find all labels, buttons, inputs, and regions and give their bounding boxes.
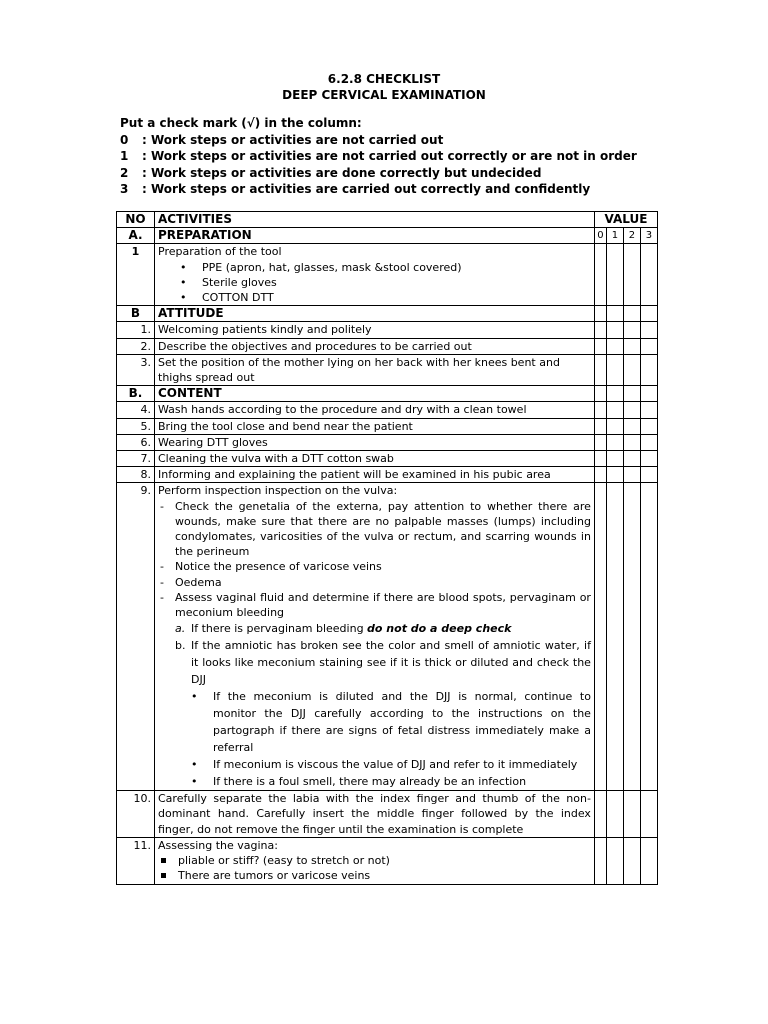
- value-col-0: 0: [594, 228, 606, 244]
- score-cell-3[interactable]: [640, 451, 657, 467]
- activity-text: Perform inspection inspection on the vulva:: [158, 484, 398, 498]
- section-label: CONTENT: [155, 386, 595, 402]
- row-no: 8.: [117, 467, 155, 483]
- score-cell-1[interactable]: [606, 322, 623, 338]
- section-no: A.: [117, 228, 155, 244]
- row-no: 10.: [117, 791, 155, 838]
- table-row: [117, 338, 658, 354]
- score-cell-3[interactable]: [640, 837, 657, 884]
- score-cell-3[interactable]: [640, 354, 657, 385]
- row-activity: Bring the tool close and bend near the patient: [155, 418, 595, 434]
- row-activity: Set the position of the mother lying on her back with her knees bent and thighs spread out: [155, 354, 595, 385]
- score-cell-3[interactable]: [640, 402, 657, 418]
- section-label: ATTITUDE: [155, 306, 595, 322]
- header-no: NO: [117, 212, 155, 228]
- scale-num: 3: [120, 182, 129, 196]
- table-row: [117, 467, 658, 483]
- table-row: [117, 402, 658, 418]
- section-label: PREPARATION: [155, 228, 595, 244]
- score-cell-2[interactable]: [623, 354, 640, 385]
- score-cell-2[interactable]: [623, 483, 640, 791]
- score-cell-3[interactable]: [640, 244, 657, 306]
- header-value: VALUE: [594, 212, 657, 228]
- instruction-text: Put a check mark (√) in the column:: [120, 116, 362, 130]
- score-cell-1[interactable]: [606, 837, 623, 884]
- sub-text: If there is pervaginam bleeding: [191, 622, 364, 636]
- table-row: [117, 434, 658, 450]
- list-item: • Sterile gloves: [202, 275, 591, 290]
- score-cell-3[interactable]: [640, 467, 657, 483]
- score-cell-0[interactable]: [594, 244, 606, 306]
- activity-text: Assessing the vagina:: [158, 838, 278, 852]
- score-cell-3[interactable]: [640, 338, 657, 354]
- value-col-2: 2: [623, 228, 640, 244]
- scale-row-1: [120, 148, 637, 165]
- table-row: [117, 322, 658, 338]
- score-cell-0[interactable]: [594, 451, 606, 467]
- score-cell-0[interactable]: [594, 434, 606, 450]
- score-cell-0[interactable]: [594, 483, 606, 791]
- table-row: [117, 837, 658, 884]
- row-activity: [155, 837, 595, 884]
- score-cell-2[interactable]: [623, 791, 640, 838]
- row-activity: Cleaning the vulva with a DTT cotton swab: [155, 451, 595, 467]
- doc-title-line2: DEEP CERVICAL EXAMINATION: [282, 88, 486, 102]
- section-no: B.: [117, 386, 155, 402]
- scoring-legend: [120, 115, 637, 198]
- table-row: [117, 451, 658, 467]
- score-cell-1[interactable]: [606, 451, 623, 467]
- row-no: 11.: [117, 837, 155, 884]
- bullet-item: • If meconium is viscous the value of DJJ and refer to it immediately: [158, 756, 591, 773]
- checklist-table: [116, 211, 658, 885]
- score-cell-0[interactable]: [594, 322, 606, 338]
- score-cell-2[interactable]: [623, 244, 640, 306]
- table-row: [117, 483, 658, 791]
- scale-text: : Work steps or activities are not carried out correctly or are not in order: [142, 149, 637, 163]
- section-preparation: [117, 228, 658, 244]
- score-cell-1[interactable]: [606, 418, 623, 434]
- score-cell-2[interactable]: [623, 338, 640, 354]
- row-activity: Carefully separate the labia with the index finger and thumb of the non-dominant hand. Carefully insert the middle finger followed by the index finger, do not remove the finger until the examination is complete: [155, 791, 595, 838]
- score-cell-3[interactable]: [640, 434, 657, 450]
- row-activity: Wearing DTT gloves: [155, 434, 595, 450]
- row-activity: Welcoming patients kindly and politely: [155, 322, 595, 338]
- score-cell-2[interactable]: [623, 434, 640, 450]
- score-cell-0[interactable]: [594, 467, 606, 483]
- row-no: 5.: [117, 418, 155, 434]
- score-cell-0[interactable]: [594, 418, 606, 434]
- table-row: [117, 244, 658, 306]
- row-activity: [155, 244, 595, 306]
- table-header-row: [117, 212, 658, 228]
- score-cell-1[interactable]: [606, 338, 623, 354]
- score-cell-3[interactable]: [640, 483, 657, 791]
- score-cell-2[interactable]: [623, 418, 640, 434]
- row-no: 1: [117, 244, 155, 306]
- scale-text: : Work steps or activities are carried out correctly and confidently: [142, 182, 591, 196]
- scale-num: 1: [120, 149, 129, 163]
- sub-emphasis: do not do a deep check: [367, 622, 512, 636]
- sub-label: a.: [175, 622, 186, 636]
- row-activity: Informing and explaining the patient will be examined in his pubic area: [155, 467, 595, 483]
- score-cell-1[interactable]: [606, 467, 623, 483]
- score-cell-1[interactable]: [606, 483, 623, 791]
- score-cell-3[interactable]: [640, 418, 657, 434]
- doc-title-line1: 6.2.8 CHECKLIST: [327, 72, 441, 86]
- row-activity: Describe the objectives and procedures to be carried out: [155, 338, 595, 354]
- score-cell-2[interactable]: [623, 467, 640, 483]
- score-cell-3[interactable]: [640, 322, 657, 338]
- scale-row-2: [120, 165, 637, 182]
- score-cell-1[interactable]: [606, 434, 623, 450]
- row-activity: Wash hands according to the procedure and dry with a clean towel: [155, 402, 595, 418]
- table-row: [117, 354, 658, 385]
- score-cell-0[interactable]: [594, 354, 606, 385]
- scale-num: 2: [120, 165, 129, 180]
- score-cell-2[interactable]: [623, 837, 640, 884]
- score-cell-0[interactable]: [594, 338, 606, 354]
- score-cell-3[interactable]: [640, 791, 657, 838]
- row-no: 6.: [117, 434, 155, 450]
- score-cell-2[interactable]: [623, 322, 640, 338]
- scale-text: : Work steps or activities are not carried out: [142, 132, 444, 147]
- scale-num: 0: [120, 132, 129, 147]
- list-item: • PPE (apron, hat, glasses, mask &stool covered): [202, 260, 591, 275]
- score-cell-0[interactable]: [594, 402, 606, 418]
- section-content: [117, 386, 658, 402]
- score-cell-1[interactable]: [606, 244, 623, 306]
- score-cell-1[interactable]: [606, 354, 623, 385]
- list-item: • COTTON DTT: [202, 290, 591, 305]
- score-cell-1[interactable]: [606, 791, 623, 838]
- section-attitude: [117, 306, 658, 322]
- row-no: 2.: [117, 338, 155, 354]
- row-no: 3.: [117, 354, 155, 385]
- table-row: [117, 418, 658, 434]
- list-item: pliable or stiff? (easy to stretch or not): [158, 853, 591, 868]
- header-activities: ACTIVITIES: [155, 212, 595, 228]
- bullet-item: • If there is a foul smell, there may already be an infection: [158, 773, 591, 790]
- scale-row-3: [120, 181, 637, 198]
- dash-item: - Notice the presence of varicose veins: [158, 559, 591, 574]
- sub-label: b.: [175, 639, 186, 653]
- scale-text: : Work steps or activities are done correctly but undecided: [142, 165, 542, 180]
- dash-item: - Assess vaginal fluid and determine if there are blood spots, pervaginam or meconium bleeding: [158, 590, 591, 620]
- activity-text: Preparation of the tool: [158, 245, 282, 259]
- value-col-1: 1: [606, 228, 623, 244]
- score-cell-1[interactable]: [606, 402, 623, 418]
- sub-item-a: [158, 620, 591, 637]
- score-cell-0[interactable]: [594, 837, 606, 884]
- dash-item: - Check the genetalia of the externa, pay attention to whether there are wounds, make sure that there are no palpable masses (lumps) including condylomates, varicosities of the vulva or rectum, and scarring wounds in the perineum: [158, 499, 591, 560]
- table-row: [117, 791, 658, 838]
- row-no: 7.: [117, 451, 155, 467]
- sub-text: If the amniotic has broken see the color and smell of amniotic water, if it looks like meconium staining see if it is thick or diluted and check the DJJ: [191, 639, 591, 687]
- score-cell-0[interactable]: [594, 791, 606, 838]
- row-activity: [155, 483, 595, 791]
- section-no: B: [117, 306, 155, 322]
- value-col-3: 3: [640, 228, 657, 244]
- list-item: There are tumors or varicose veins: [158, 868, 591, 883]
- dash-item: - Oedema: [158, 575, 591, 590]
- score-cell-2[interactable]: [623, 402, 640, 418]
- row-no: 9.: [117, 483, 155, 791]
- score-cell-2[interactable]: [623, 451, 640, 467]
- row-no: 1.: [117, 322, 155, 338]
- row-no: 4.: [117, 402, 155, 418]
- bullet-item: • If the meconium is diluted and the DJJ is normal, continue to monitor the DJJ carefully according to the instructions on the partograph if there are signs of fetal distress immediately make a referral: [158, 688, 591, 756]
- scale-row-0: [120, 132, 637, 149]
- sub-item-b: [158, 637, 591, 688]
